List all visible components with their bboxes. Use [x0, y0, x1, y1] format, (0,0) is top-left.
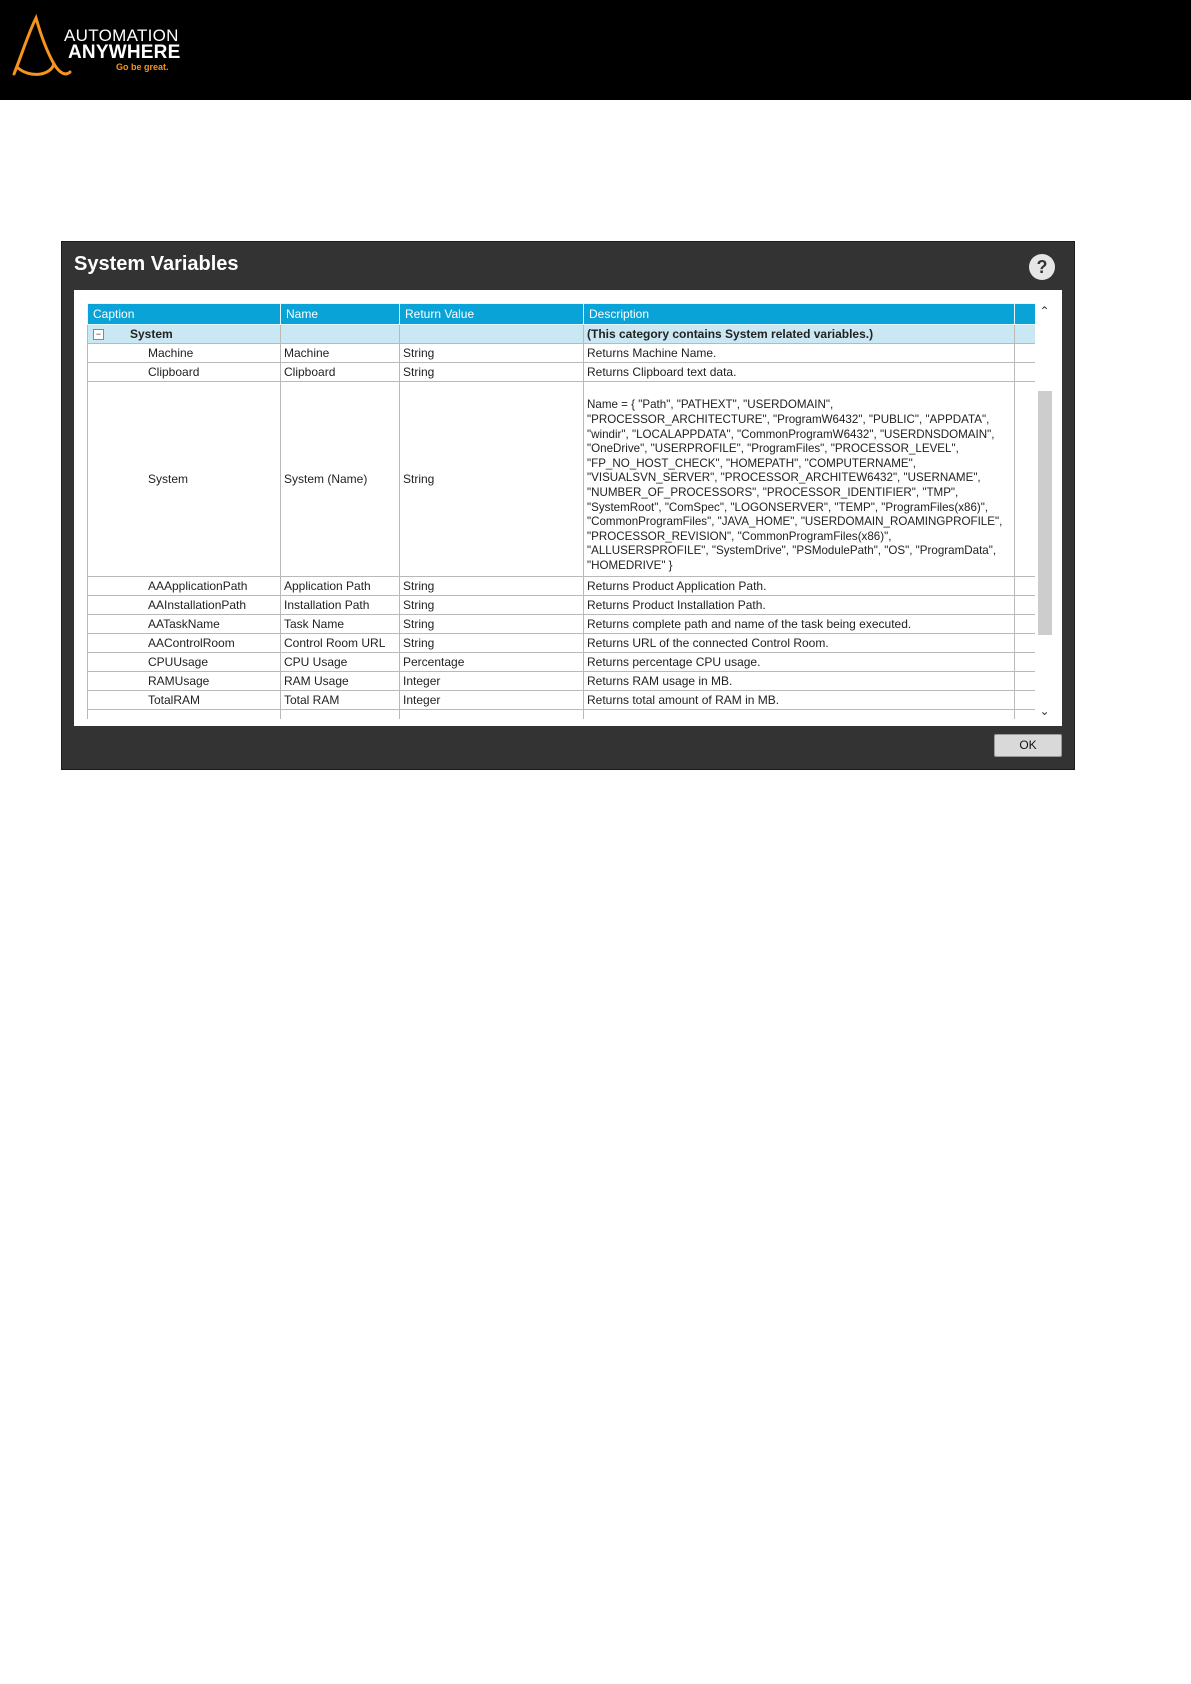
row-name-partial	[281, 710, 400, 720]
row-name: Task Name	[281, 615, 400, 634]
dialog-title: System Variables	[74, 253, 239, 275]
group-caption-cell[interactable]	[88, 325, 281, 344]
row-name: Control Room URL	[281, 634, 400, 653]
row-spacer	[1015, 577, 1036, 596]
header-bar	[0, 0, 1191, 100]
row-description: Returns Product Application Path.	[584, 577, 1015, 596]
group-description: (This category contains System related variables.)	[584, 325, 1015, 344]
group-spacer-cell	[1015, 325, 1036, 344]
row-name: Installation Path	[281, 596, 400, 615]
row-description: Returns URL of the connected Control Room.	[584, 634, 1015, 653]
row-description: Name = { "Path", "PATHEXT", "USERDOMAIN", "PROCESSOR_ARCHITECTURE", "ProgramW6432", "PUBLIC", "APPDATA", "windir", "LOCALAPPDATA", "CommonProgramW6432", "USERDNSDOMAIN", "OneDrive", "USERPROFILE", "ProgramFiles", "PROCESSOR_LEVEL", "FP_NO_HOST_CHECK", "HOMEPATH", "COMPUTERNAME", "VISUALSVN_SERVER", "PROCESSOR_ARCHITEW6432", "USERNAME", "NUMBER_OF_PROCESSORS", "PROCESSOR_IDENTIFIER", "TMP", "SystemRoot", "ComSpec", "LOGONSERVER", "TEMP", "ProgramFiles(x86)", "CommonProgramFiles", "JAVA_HOME", "USERDOMAIN_ROAMINGPROFILE", "PROCESSOR_REVISION", "CommonProgramFiles(x86)", "ALLUSERSPROFILE", "SystemDrive", "PSModulePath", "OS", "ProgramData", "HOMEDRIVE" }	[584, 382, 1015, 577]
row-caption: Clipboard	[88, 363, 281, 382]
row-return-value: String	[400, 596, 584, 615]
system-variables-dialog	[61, 241, 1075, 770]
row-name: RAM Usage	[281, 672, 400, 691]
row-spacer	[1015, 363, 1036, 382]
ok-button[interactable]: OK	[994, 734, 1062, 757]
variables-table	[87, 303, 1035, 719]
column-header-description[interactable]: Description	[584, 304, 1015, 325]
chevron-down-icon[interactable]: ⌄	[1039, 704, 1050, 718]
table-row[interactable]	[88, 710, 1036, 720]
column-header-return-value[interactable]: Return Value	[400, 304, 584, 325]
row-name: CPU Usage	[281, 653, 400, 672]
row-description: Returns RAM usage in MB.	[584, 672, 1015, 691]
logo-line-automation: AUTOMATION	[64, 26, 179, 45]
table-row[interactable]	[88, 577, 1036, 596]
logo-tagline: Go be great.	[116, 62, 169, 72]
automation-anywhere-logo	[10, 14, 190, 80]
row-return-value: String	[400, 577, 584, 596]
row-return-value: String	[400, 363, 584, 382]
row-spacer	[1015, 691, 1036, 710]
row-return-value: String	[400, 615, 584, 634]
row-caption: AATaskName	[88, 615, 281, 634]
table-header-row	[88, 304, 1036, 325]
table-row[interactable]	[88, 596, 1036, 615]
table-row[interactable]	[88, 691, 1036, 710]
row-return-value: String	[400, 382, 584, 577]
row-spacer	[1015, 382, 1036, 577]
row-caption: AAApplicationPath	[88, 577, 281, 596]
row-spacer	[1015, 710, 1036, 720]
column-header-caption[interactable]: Caption	[88, 304, 281, 325]
row-caption: CPUUsage	[88, 653, 281, 672]
variables-grid	[87, 303, 1035, 719]
table-row[interactable]	[88, 344, 1036, 363]
row-name: System (Name)	[281, 382, 400, 577]
row-caption: TotalRAM	[88, 691, 281, 710]
row-name: Application Path	[281, 577, 400, 596]
row-description-partial	[584, 710, 1015, 720]
group-return-value-cell	[400, 325, 584, 344]
row-return-value: String	[400, 634, 584, 653]
chevron-up-icon[interactable]: ⌃	[1039, 304, 1050, 318]
row-description: Returns Machine Name.	[584, 344, 1015, 363]
table-row[interactable]	[88, 615, 1036, 634]
row-return-value-partial	[400, 710, 584, 720]
group-row-system[interactable]	[88, 325, 1036, 344]
column-header-spacer	[1015, 304, 1036, 325]
row-return-value: Percentage	[400, 653, 584, 672]
logo-line-anywhere: ANYWHERE	[68, 42, 181, 63]
row-caption-partial	[88, 710, 281, 720]
row-description: Returns Product Installation Path.	[584, 596, 1015, 615]
row-description: Returns Clipboard text data.	[584, 363, 1015, 382]
row-name: Clipboard	[281, 363, 400, 382]
row-caption: AAControlRoom	[88, 634, 281, 653]
vertical-scrollbar[interactable]	[1035, 303, 1054, 719]
row-name: Total RAM	[281, 691, 400, 710]
row-spacer	[1015, 653, 1036, 672]
row-caption: System	[88, 382, 281, 577]
help-button[interactable]: ?	[1029, 254, 1055, 280]
row-spacer	[1015, 596, 1036, 615]
table-row[interactable]	[88, 363, 1036, 382]
row-return-value: String	[400, 344, 584, 363]
row-spacer	[1015, 634, 1036, 653]
group-caption: System	[130, 327, 173, 341]
row-name: Machine	[281, 344, 400, 363]
scrollbar-thumb[interactable]	[1038, 391, 1052, 635]
row-description: Returns complete path and name of the task being executed.	[584, 615, 1015, 634]
row-spacer	[1015, 344, 1036, 363]
table-row[interactable]	[88, 653, 1036, 672]
variables-panel	[74, 290, 1062, 726]
row-caption: Machine	[88, 344, 281, 363]
row-description: Returns percentage CPU usage.	[584, 653, 1015, 672]
row-caption: AAInstallationPath	[88, 596, 281, 615]
column-header-name[interactable]: Name	[281, 304, 400, 325]
logo-a-mark-icon	[10, 14, 72, 80]
row-spacer	[1015, 672, 1036, 691]
row-caption: RAMUsage	[88, 672, 281, 691]
row-return-value: Integer	[400, 691, 584, 710]
table-row[interactable]	[88, 672, 1036, 691]
table-row[interactable]	[88, 382, 1036, 577]
row-return-value: Integer	[400, 672, 584, 691]
group-name-cell	[281, 325, 400, 344]
table-row[interactable]	[88, 634, 1036, 653]
collapse-toggle-icon[interactable]: −	[93, 329, 104, 340]
row-description: Returns total amount of RAM in MB.	[584, 691, 1015, 710]
row-spacer	[1015, 615, 1036, 634]
